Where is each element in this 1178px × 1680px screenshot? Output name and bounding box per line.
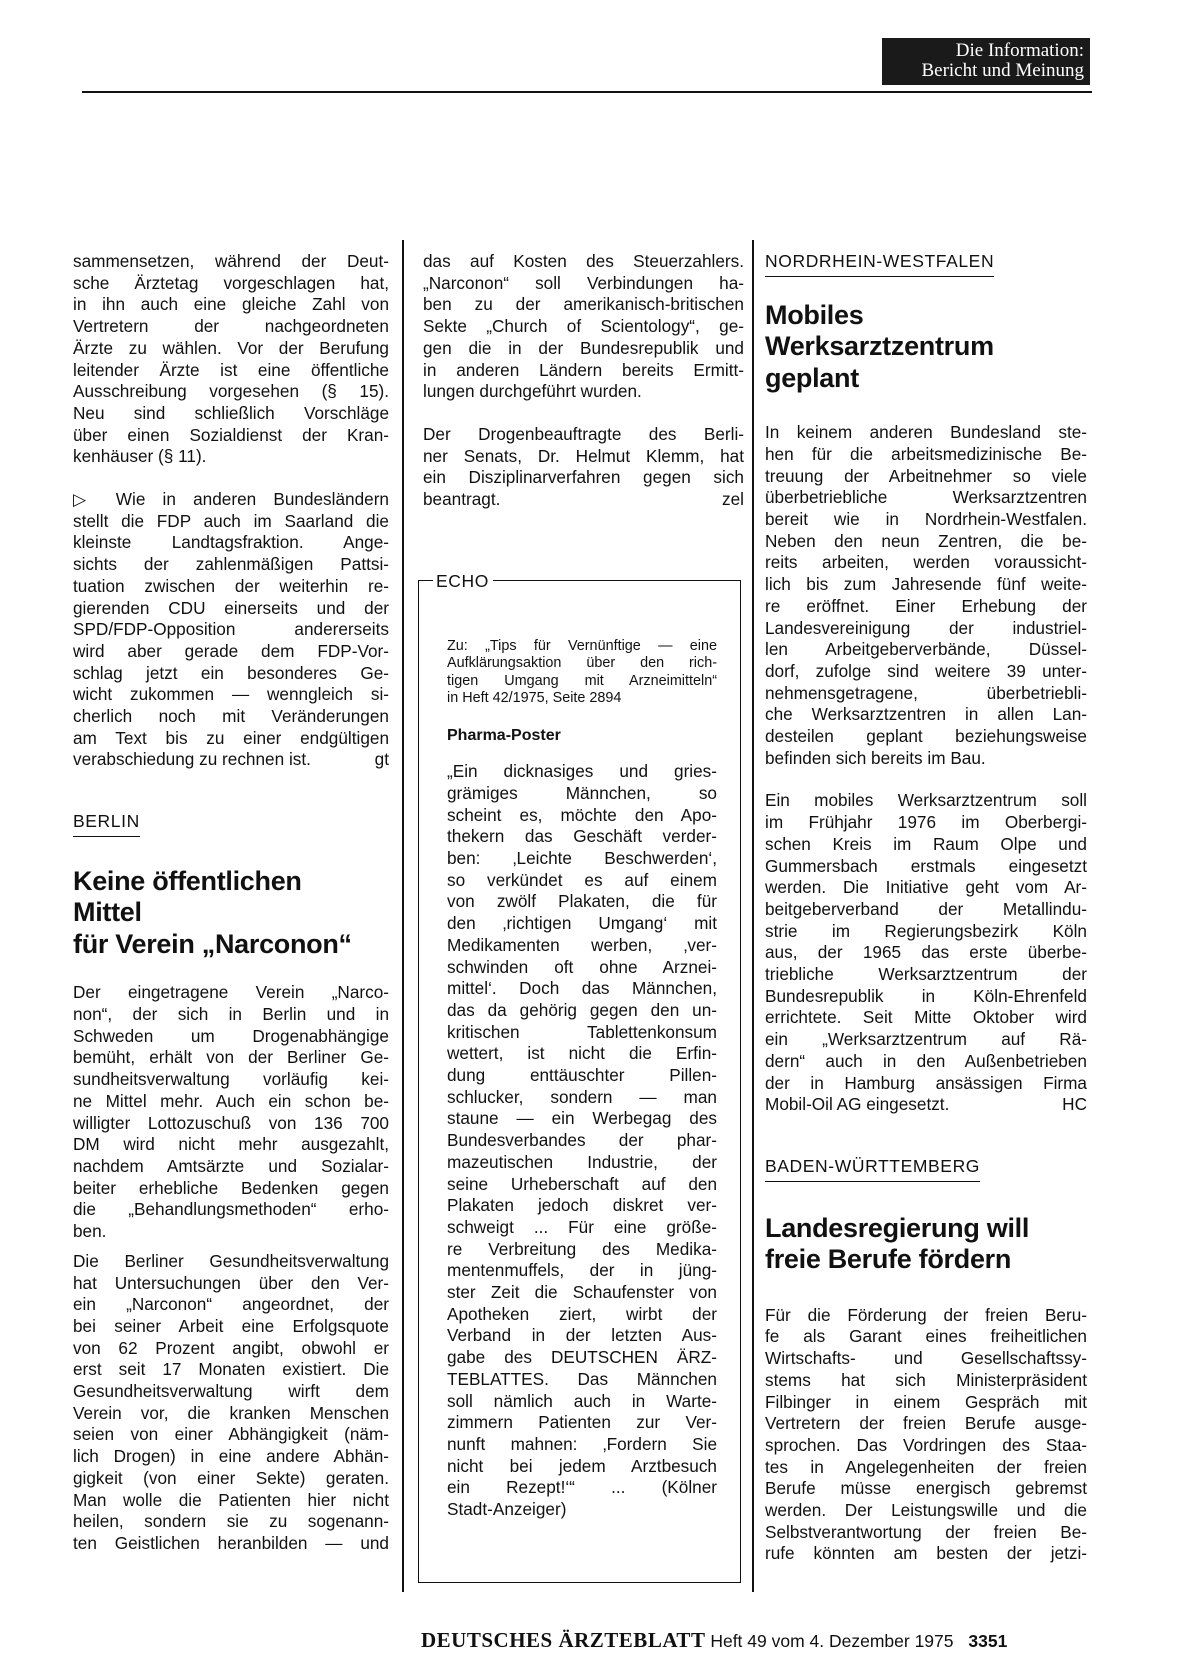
text-line: ein Rezept!‘“ ... (Kölner (447, 1477, 717, 1498)
text-line: gabe des DEUTSCHEN ÄRZ- (447, 1347, 717, 1368)
text-line: Man wolle die Patienten hier nicht (73, 1489, 389, 1510)
text-line: TEBLATTES. Das Männchen (447, 1368, 717, 1389)
paragraph-saarland (73, 489, 389, 749)
text-line: schlag jetzt ein besonderes Ge- (73, 662, 389, 683)
text-line: tes in Angelegenheiten der freien (765, 1456, 1087, 1477)
text-line: triebliche Werksarztzentrum der (765, 964, 1087, 985)
text-line: stellt die FDP auch im Saarland die (73, 510, 389, 531)
headline-line: freie Berufe fördern (765, 1244, 1012, 1275)
text-line: Der Drogenbeauftragte des Berli- (423, 423, 744, 444)
text-line: wird aber gerade dem FDP-Vor- (73, 640, 389, 661)
echo-body-last: Stadt-Anzeiger) (447, 1499, 567, 1520)
text-line: In keinem anderen Bundesland ste- (765, 422, 1087, 443)
text-line: reits arbeiten, werden voraussicht- (765, 552, 1087, 573)
text-line: Selbstverantwortung der freien Be- (765, 1521, 1087, 1542)
text-line: werden. Der Leistungswille und die (765, 1500, 1087, 1521)
text-line: werden. Die Initiative geht vom Ar- (765, 877, 1087, 898)
text-line: cherlich noch mit Veränderungen (73, 706, 389, 727)
text-line: lich bis zum Jahresende fünf weite- (765, 574, 1087, 595)
kicker-bw: BADEN-WÜRTTEMBERG (765, 1156, 980, 1182)
text-line: im Frühjahr 1976 im Oberbergi- (765, 812, 1087, 833)
text-line: in anderen Ländern bereits Ermitt- (423, 359, 744, 380)
text-line: beitgeberverband der Metallindu- (765, 898, 1087, 919)
text-line: nehmensgetragene, überbetriebli- (765, 682, 1087, 703)
text-line: Sekte „Church of Scientology“, ge- (423, 316, 744, 337)
header-rule (82, 91, 1092, 93)
text-line: Medikamenten werben, ‚ver- (447, 934, 717, 955)
echo-reference-last: in Heft 42/1975, Seite 2894 (447, 689, 622, 706)
text-line: über einen Sozialdienst der Kran- (73, 424, 389, 445)
text-line: errichtete. Seit Mitte Oktober wird (765, 1007, 1087, 1028)
text-line: ner Senats, Dr. Helmut Klemm, hat (423, 445, 744, 466)
text-line: hen für die arbeitsmedizinische Be- (765, 443, 1087, 464)
headline-werksarztzentrum (765, 300, 1087, 395)
text-line: von zwölf Plakaten, die für (447, 891, 717, 912)
text-line: erst seit 17 Monaten existiert. Die (73, 1359, 389, 1380)
text-line: staune — ein Werbegag des (447, 1108, 717, 1129)
text-line: Vertretern der freien Berufe ausge- (765, 1413, 1087, 1434)
text-line: seien von einer Abhängigkeit (näm- (73, 1424, 389, 1445)
paragraph-scientology (423, 251, 744, 381)
paragraph-narconon-2 (73, 1251, 389, 1555)
headline-line: für Verein „Narconon“ (73, 928, 352, 959)
text-line: dorf, zufolge sind weitere 39 unter- (765, 660, 1087, 681)
headline-line: Mittel (73, 897, 142, 928)
text-line: soll nämlich auch in Warte- (447, 1390, 717, 1411)
text-line: ben: ‚Leichte Beschwerden‘, (447, 848, 717, 868)
text-line: Bundesrepublik in Köln-Ehrenfeld (765, 985, 1087, 1006)
text-line: fe als Garant eines freiheitlichen (765, 1326, 1087, 1347)
column-2 (423, 251, 744, 511)
text-line: sammensetzen, während der Deut- (73, 251, 389, 271)
text-line: „Narconon“ soll Verbindungen ha- (423, 272, 744, 293)
text-line: che Werksarztzentren in allen Lan- (765, 704, 1087, 725)
text-line: Ein mobiles Werksarztzentrum soll (765, 790, 1087, 811)
author-sign-hc: HC (1062, 1094, 1087, 1115)
text-line: Berufe müsse energisch gebremst (765, 1478, 1087, 1499)
text-line: ein „Narconon“ angeordnet, der (73, 1294, 389, 1315)
column-rule-2 (752, 240, 754, 1592)
journal-name: DEUTSCHES ÄRZTEBLATT (421, 1628, 706, 1652)
section-badge (882, 38, 1090, 85)
text-line: treuung der Arbeitnehmer so viele (765, 465, 1087, 486)
text-line: thekern das Geschäft verder- (447, 826, 717, 847)
text-line: Vertretern der nachgeordneten (73, 316, 389, 337)
headline-narconon (73, 866, 389, 961)
text-line: Bundesverbandes der phar- (447, 1130, 717, 1151)
text-line: ▷ Wie in anderen Bundesländern (73, 489, 389, 510)
text-line: bei seiner Arbeit eine Erfolgsquote (73, 1315, 389, 1336)
kicker-berlin: BERLIN (73, 811, 140, 837)
footer (421, 1628, 1007, 1653)
text-line: das da gehörig gegen den un- (447, 999, 717, 1020)
headline-line: Keine öffentlichen (73, 865, 302, 896)
text-line: willigter Lottozuschuß von 136 700 (73, 1112, 389, 1133)
text-line: Filbinger in einem Gespräch mit (765, 1391, 1087, 1412)
text-line: bereit wie in Nordrhein-Westfalen. (765, 509, 1087, 530)
text-line: ne Mittel mehr. Auch ein schon be- (73, 1090, 389, 1111)
paragraph-narconon-1-last: ben. (73, 1221, 107, 1242)
text-line: sprochen. Das Vordringen des Staa- (765, 1434, 1087, 1455)
kicker-nrw: NORDRHEIN-WESTFALEN (765, 251, 994, 277)
text-line: schweigt ... Für eine größe- (447, 1216, 717, 1237)
text-line: DM wird nicht mehr ausgezahlt, (73, 1134, 389, 1155)
text-line: nicht bei jedem Arztbesuch (447, 1455, 717, 1476)
text-line: Ausschreibung vorgesehen (§ 15). (73, 381, 389, 402)
text-line: Schweden um Drogenabhängige (73, 1025, 389, 1046)
text-line: zimmern Patienten zur Ver- (447, 1412, 717, 1433)
text-line: desteilen geplant beziehungsweise (765, 726, 1087, 747)
text-line: gierenden CDU einerseits und der (73, 597, 389, 618)
text-line: rufe könnten am besten der jetzi- (765, 1543, 1087, 1564)
text-line: ein Disziplinarverfahren gegen sich (423, 467, 744, 488)
text-line: re eröffnet. Einer Erhebung der (765, 595, 1087, 616)
text-line: dung enttäuschter Pillen- (447, 1065, 717, 1086)
text-line: heilen, sondern sie zu sogenann- (73, 1511, 389, 1532)
text-line: Wirtschafts- und Gesellschaftssy- (765, 1348, 1087, 1369)
text-line: strie im Regierungsbezirk Köln (765, 920, 1087, 941)
text-line: bemüht, erhält von der Berliner Ge- (73, 1047, 389, 1068)
headline-line: Landesregierung will (765, 1212, 1030, 1243)
text-line: re Verbreitung des Medika- (447, 1238, 717, 1259)
text-line: überbetriebliche Werksarztzentren (765, 487, 1087, 508)
text-line: von 62 Prozent angibt, obwohl er (73, 1337, 389, 1358)
paragraph-nrw-1 (765, 422, 1087, 748)
text-line: mentenmuffels, der in jüng- (447, 1260, 717, 1281)
text-line: Landesvereinigung der industriel- (765, 617, 1087, 638)
text-line: wettert, ist nicht die Erfin- (447, 1043, 717, 1064)
text-line: nachdem Amtsärzte und Sozialar- (73, 1156, 389, 1176)
text-line: sichts der zahlenmäßigen Pattsi- (73, 554, 389, 575)
text-line: gen die in der Bundesrepublik und (423, 337, 744, 358)
text-line: schlucker, sondern — man (447, 1086, 717, 1107)
text-line: mazeutischen Industrie, der (447, 1151, 717, 1172)
text-line: stems hat sich Ministerpräsident (765, 1369, 1087, 1390)
text-line: „Ein dicknasiges und gries- (447, 761, 717, 782)
text-line: Neu sind schließlich Vorschläge (73, 402, 389, 423)
text-line: non“, der sich in Berlin und in (73, 1004, 389, 1025)
issue-info: Heft 49 vom 4. Dezember 1975 (710, 1631, 954, 1651)
text-line: Gesundheitsverwaltung wirft dem (73, 1381, 389, 1402)
column-3 (765, 251, 1087, 1565)
paragraph-scientology-last: lungen durchgeführt wurden. (423, 381, 642, 402)
text-line: beiter erhebliche Bedenken gegen (73, 1177, 389, 1198)
text-line: kenhäuser (§ 11). (73, 446, 207, 467)
paragraph-narconon-1 (73, 982, 389, 1221)
author-sign-zel: zel (722, 489, 744, 510)
text-line: leitender Ärzte ist eine öffentliche (73, 359, 389, 380)
column-rule-1 (402, 240, 404, 1592)
text-line: das auf Kosten des Steuerzahlers. (423, 251, 744, 271)
text-line: Verband in der letzten Aus- (447, 1325, 717, 1346)
paragraph-nrw-1-last: befinden sich bereits im Bau. (765, 747, 986, 768)
text-line: kritischen Tablettenkonsum (447, 1021, 717, 1042)
headline-freie-berufe (765, 1213, 1087, 1276)
echo-body (447, 761, 717, 1499)
text-line: am Text bis zu einer endgültigen (73, 727, 389, 748)
text-line: seine Urheberschaft auf den (447, 1173, 717, 1194)
text-line: lich Drogen) in eine andere Abhän- (73, 1446, 389, 1467)
page-number: 3351 (968, 1631, 1008, 1651)
text-line: Die Berliner Gesundheitsverwaltung (73, 1250, 389, 1271)
text-line: nunft mahnen: ‚Fordern Sie (447, 1433, 717, 1454)
text-line: Gummersbach erstmals eingesetzt (765, 855, 1087, 876)
text-line: ein „Werksarztzentrum auf Rä- (765, 1029, 1087, 1050)
paragraph-krankenhaus (73, 251, 389, 468)
paragraph-bw (765, 1305, 1087, 1565)
column-1 (73, 251, 389, 1555)
echo-reference (447, 638, 717, 690)
text-line: Apotheken ziert, wirbt der (447, 1303, 717, 1324)
paragraph-drogenbeauftragter-last: beantragt. zel (423, 489, 744, 510)
echo-content (447, 638, 717, 1521)
paragraph-nrw-2-last: Mobil-Oil AG eingesetzt. HC (765, 1094, 1087, 1115)
text-line: mittel‘. Doch das Männchen, (447, 978, 717, 999)
reference-line: Aufklärungsaktion über den rich- (447, 655, 717, 672)
text-line: scheint es, möchte den Apo- (447, 804, 717, 825)
text-line: Für die Förderung der freien Beru- (765, 1304, 1087, 1325)
text-line: len Arbeitgeberverbände, Düssel- (765, 639, 1087, 660)
text-line: tuation zwischen der weiterhin re- (73, 575, 389, 596)
paragraph-saarland-last: verabschiedung zu rechnen ist. gt (73, 749, 389, 770)
headline-line: Werksarztzentrum (765, 331, 994, 362)
text-line: grämiges Männchen, so (447, 782, 717, 803)
text-line: in ihn auch eine gleiche Zahl von (73, 294, 389, 315)
text-line: Neben den neun Zentren, die be- (765, 530, 1087, 551)
text-line: hat Untersuchungen über den Ver- (73, 1272, 389, 1293)
text-line: Plakaten jedoch diskret ver- (447, 1195, 717, 1216)
text-line: ben zu der amerikanisch-britischen (423, 294, 744, 315)
text-line: die „Behandlungsmethoden“ erho- (73, 1199, 389, 1220)
echo-title: Pharma-Poster (447, 727, 561, 745)
text-line: dern“ auch in den Außenbetrieben (765, 1050, 1087, 1071)
text-line: schwinden oft ohne Arznei- (447, 956, 717, 977)
section-badge-line1: Die Information: (955, 40, 1084, 61)
text-line: gigkeit (von einer Sekte) geraten. (73, 1467, 389, 1488)
author-sign-gt: gt (374, 749, 389, 770)
text-line: wicht zukommen — wenngleich si- (73, 684, 389, 705)
text-line: aus, der 1965 das erste überbe- (765, 942, 1087, 963)
text-line: kleinste Landtagsfraktion. Ange- (73, 532, 389, 553)
text-line: Verein vor, die kranken Menschen (73, 1402, 389, 1423)
text-line: der in Hamburg ansässigen Firma (765, 1072, 1087, 1093)
reference-line: Zu: „Tips für Vernünftige — eine (447, 638, 717, 654)
headline-line: Mobiles (765, 299, 864, 330)
paragraph-drogenbeauftragter (423, 424, 744, 489)
echo-label: ECHO (433, 571, 493, 592)
reference-line: tigen Umgang mit Arzneimitteln“ (447, 672, 717, 689)
text-line: sundheitsverwaltung vorläufig kei- (73, 1069, 389, 1090)
text-line: Ärzte zu wählen. Vor der Berufung (73, 337, 389, 358)
text-line: SPD/FDP-Opposition andererseits (73, 619, 389, 640)
text-line: ster Zeit die Schaufenster von (447, 1282, 717, 1303)
text-line: Der eingetragene Verein „Narco- (73, 982, 389, 1003)
text-line: den ‚richtigen Umgang‘ mit (447, 913, 717, 934)
text-line: schen Kreis im Raum Olpe und (765, 833, 1087, 854)
headline-line: geplant (765, 362, 859, 393)
text-line: sche Ärztetag vorgeschlagen hat, (73, 272, 389, 293)
text-line: ten Geistlichen heranbilden — und (73, 1532, 389, 1553)
section-badge-line2: Bericht und Meinung (921, 60, 1084, 81)
paragraph-nrw-2 (765, 790, 1087, 1094)
text-line: so verkündet es auf einem (447, 869, 717, 890)
